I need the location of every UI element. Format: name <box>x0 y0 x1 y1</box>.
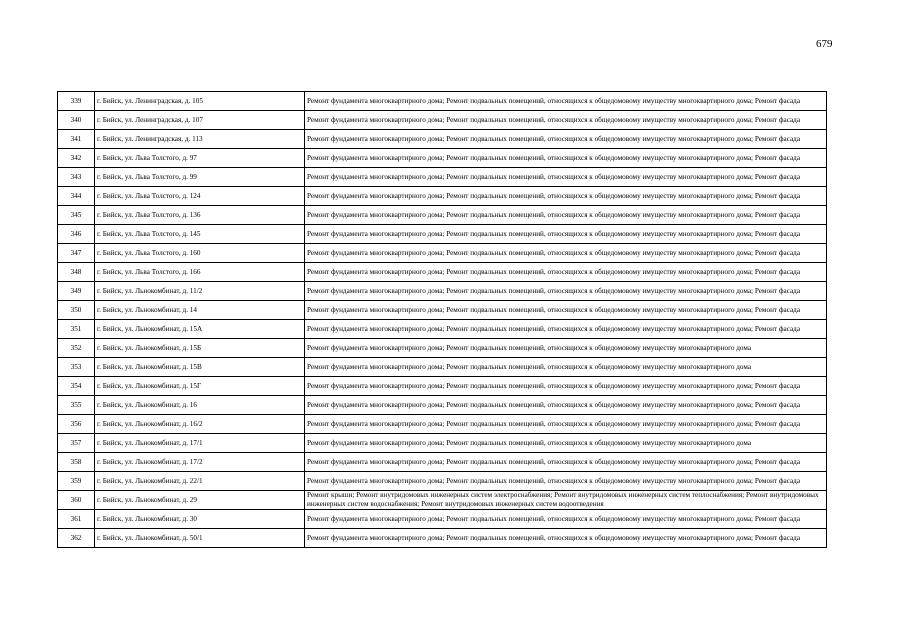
address-cell: г. Бийск, ул. Льнокомбинат, д. 15Б <box>95 339 305 358</box>
table-row <box>58 263 827 282</box>
works-cell: Ремонт фундамента многоквартирного дома; Ремонт подвальных помещений, относящихся к общедомовому имуществу многоквартирного дома; Ремонт фасада <box>305 282 827 301</box>
table-row <box>58 415 827 434</box>
works-cell: Ремонт фундамента многоквартирного дома; Ремонт подвальных помещений, относящихся к общедомовому имуществу многоквартирного дома; Ремонт фасада <box>305 206 827 225</box>
address-cell: г. Бийск, ул. Льнокомбинат, д. 16 <box>95 396 305 415</box>
address-cell: г. Бийск, ул. Ленинградская, д. 113 <box>95 130 305 149</box>
address-cell: г. Бийск, ул. Льнокомбинат, д. 15Г <box>95 377 305 396</box>
table-row <box>58 358 827 377</box>
table-row <box>58 434 827 453</box>
row-number-cell: 352 <box>58 339 95 358</box>
works-cell: Ремонт фундамента многоквартирного дома; Ремонт подвальных помещений, относящихся к общедомовому имуществу многоквартирного дома; Ремонт фасада <box>305 92 827 111</box>
address-cell: г. Бийск, ул. Льва Толстого, д. 160 <box>95 244 305 263</box>
address-cell: г. Бийск, ул. Ленинградская, д. 105 <box>95 92 305 111</box>
row-number-cell: 340 <box>58 111 95 130</box>
table-row <box>58 187 827 206</box>
address-cell: г. Бийск, ул. Льнокомбинат, д. 16/2 <box>95 415 305 434</box>
row-number-cell: 347 <box>58 244 95 263</box>
works-cell: Ремонт фундамента многоквартирного дома; Ремонт подвальных помещений, относящихся к общедомовому имуществу многоквартирного дома; Ремонт фасада <box>305 510 827 529</box>
works-cell: Ремонт фундамента многоквартирного дома; Ремонт подвальных помещений, относящихся к общедомовому имуществу многоквартирного дома; Ремонт фасада <box>305 130 827 149</box>
row-number-cell: 339 <box>58 92 95 111</box>
address-cell: г. Бийск, ул. Льнокомбинат, д. 14 <box>95 301 305 320</box>
table-row <box>58 529 827 548</box>
address-cell: г. Бийск, ул. Льнокомбинат, д. 11/2 <box>95 282 305 301</box>
works-cell: Ремонт фундамента многоквартирного дома; Ремонт подвальных помещений, относящихся к общедомовому имуществу многоквартирного дома; Ремонт фасада <box>305 263 827 282</box>
row-number-cell: 345 <box>58 206 95 225</box>
works-cell: Ремонт фундамента многоквартирного дома; Ремонт подвальных помещений, относящихся к общедомовому имуществу многоквартирного дома; Ремонт фасада <box>305 244 827 263</box>
row-number-cell: 359 <box>58 472 95 491</box>
address-cell: г. Бийск, ул. Льва Толстого, д. 99 <box>95 168 305 187</box>
table-row <box>58 225 827 244</box>
row-number-cell: 344 <box>58 187 95 206</box>
works-cell: Ремонт фундамента многоквартирного дома; Ремонт подвальных помещений, относящихся к общедомовому имуществу многоквартирного дома; Ремонт фасада <box>305 225 827 244</box>
row-number-cell: 350 <box>58 301 95 320</box>
row-number-cell: 356 <box>58 415 95 434</box>
table-row <box>58 339 827 358</box>
address-cell: г. Бийск, ул. Льва Толстого, д. 166 <box>95 263 305 282</box>
table-row <box>58 320 827 339</box>
works-cell: Ремонт фундамента многоквартирного дома; Ремонт подвальных помещений, относящихся к общедомовому имуществу многоквартирного дома; Ремонт фасада <box>305 149 827 168</box>
works-cell: Ремонт фундамента многоквартирного дома; Ремонт подвальных помещений, относящихся к общедомовому имуществу многоквартирного дома; Ремонт фасада <box>305 187 827 206</box>
register-table <box>57 91 827 548</box>
row-number-cell: 351 <box>58 320 95 339</box>
row-number-cell: 354 <box>58 377 95 396</box>
works-cell: Ремонт фундамента многоквартирного дома; Ремонт подвальных помещений, относящихся к общедомовому имуществу многоквартирного дома <box>305 358 827 377</box>
table-row <box>58 396 827 415</box>
row-number-cell: 355 <box>58 396 95 415</box>
table-row <box>58 472 827 491</box>
address-cell: г. Бийск, ул. Льнокомбинат, д. 17/1 <box>95 434 305 453</box>
row-number-cell: 362 <box>58 529 95 548</box>
works-cell: Ремонт фундамента многоквартирного дома; Ремонт подвальных помещений, относящихся к общедомовому имуществу многоквартирного дома; Ремонт фасада <box>305 529 827 548</box>
address-cell: г. Бийск, ул. Льнокомбинат, д. 30 <box>95 510 305 529</box>
works-cell: Ремонт фундамента многоквартирного дома; Ремонт подвальных помещений, относящихся к общедомовому имуществу многоквартирного дома; Ремонт фасада <box>305 453 827 472</box>
table-row <box>58 206 827 225</box>
address-cell: г. Бийск, ул. Льва Толстого, д. 124 <box>95 187 305 206</box>
works-cell: Ремонт фундамента многоквартирного дома; Ремонт подвальных помещений, относящихся к общедомовому имуществу многоквартирного дома <box>305 339 827 358</box>
register-table-body <box>58 92 827 548</box>
works-cell: Ремонт фундамента многоквартирного дома; Ремонт подвальных помещений, относящихся к общедомовому имуществу многоквартирного дома; Ремонт фасада <box>305 301 827 320</box>
works-cell: Ремонт фундамента многоквартирного дома; Ремонт подвальных помещений, относящихся к общедомовому имуществу многоквартирного дома; Ремонт фасада <box>305 111 827 130</box>
address-cell: г. Бийск, ул. Льва Толстого, д. 97 <box>95 149 305 168</box>
row-number-cell: 341 <box>58 130 95 149</box>
table-row <box>58 282 827 301</box>
row-number-cell: 348 <box>58 263 95 282</box>
works-cell: Ремонт фундамента многоквартирного дома; Ремонт подвальных помещений, относящихся к общедомовому имуществу многоквартирного дома; Ремонт фасада <box>305 415 827 434</box>
address-cell: г. Бийск, ул. Льнокомбинат, д. 29 <box>95 491 305 510</box>
works-cell: Ремонт крыши; Ремонт внутридомовых инженерных систем электроснабжения; Ремонт внутридомовых инженерных систем теплоснабжения; Ремонт внутридомовых инженерных систем водоснабжения; Ремонт внутридомовых инженерных систем водоотведения <box>305 491 827 510</box>
table-row <box>58 130 827 149</box>
table-row <box>58 377 827 396</box>
works-cell: Ремонт фундамента многоквартирного дома; Ремонт подвальных помещений, относящихся к общедомовому имуществу многоквартирного дома; Ремонт фасада <box>305 377 827 396</box>
address-cell: г. Бийск, ул. Льнокомбинат, д. 15А <box>95 320 305 339</box>
address-cell: г. Бийск, ул. Ленинградская, д. 107 <box>95 111 305 130</box>
row-number-cell: 349 <box>58 282 95 301</box>
address-cell: г. Бийск, ул. Льнокомбинат, д. 15В <box>95 358 305 377</box>
table-row <box>58 510 827 529</box>
table-row <box>58 491 827 510</box>
table-row <box>58 301 827 320</box>
row-number-cell: 357 <box>58 434 95 453</box>
row-number-cell: 346 <box>58 225 95 244</box>
row-number-cell: 361 <box>58 510 95 529</box>
works-cell: Ремонт фундамента многоквартирного дома; Ремонт подвальных помещений, относящихся к общедомовому имуществу многоквартирного дома; Ремонт фасада <box>305 396 827 415</box>
row-number-cell: 343 <box>58 168 95 187</box>
works-cell: Ремонт фундамента многоквартирного дома; Ремонт подвальных помещений, относящихся к общедомовому имуществу многоквартирного дома; Ремонт фасада <box>305 320 827 339</box>
address-cell: г. Бийск, ул. Льва Толстого, д. 145 <box>95 225 305 244</box>
address-cell: г. Бийск, ул. Льнокомбинат, д. 17/2 <box>95 453 305 472</box>
table-row <box>58 453 827 472</box>
table-row <box>58 244 827 263</box>
page-number: 679 <box>816 38 833 50</box>
works-cell: Ремонт фундамента многоквартирного дома; Ремонт подвальных помещений, относящихся к общедомовому имуществу многоквартирного дома; Ремонт фасада <box>305 472 827 491</box>
address-cell: г. Бийск, ул. Льнокомбинат, д. 22/1 <box>95 472 305 491</box>
row-number-cell: 360 <box>58 491 95 510</box>
row-number-cell: 358 <box>58 453 95 472</box>
table-row <box>58 149 827 168</box>
table-row <box>58 92 827 111</box>
row-number-cell: 353 <box>58 358 95 377</box>
address-cell: г. Бийск, ул. Льва Толстого, д. 136 <box>95 206 305 225</box>
table-row <box>58 168 827 187</box>
row-number-cell: 342 <box>58 149 95 168</box>
address-cell: г. Бийск, ул. Льнокомбинат, д. 50/1 <box>95 529 305 548</box>
works-cell: Ремонт фундамента многоквартирного дома; Ремонт подвальных помещений, относящихся к общедомовому имуществу многоквартирного дома <box>305 434 827 453</box>
works-cell: Ремонт фундамента многоквартирного дома; Ремонт подвальных помещений, относящихся к общедомовому имуществу многоквартирного дома; Ремонт фасада <box>305 168 827 187</box>
table-row <box>58 111 827 130</box>
